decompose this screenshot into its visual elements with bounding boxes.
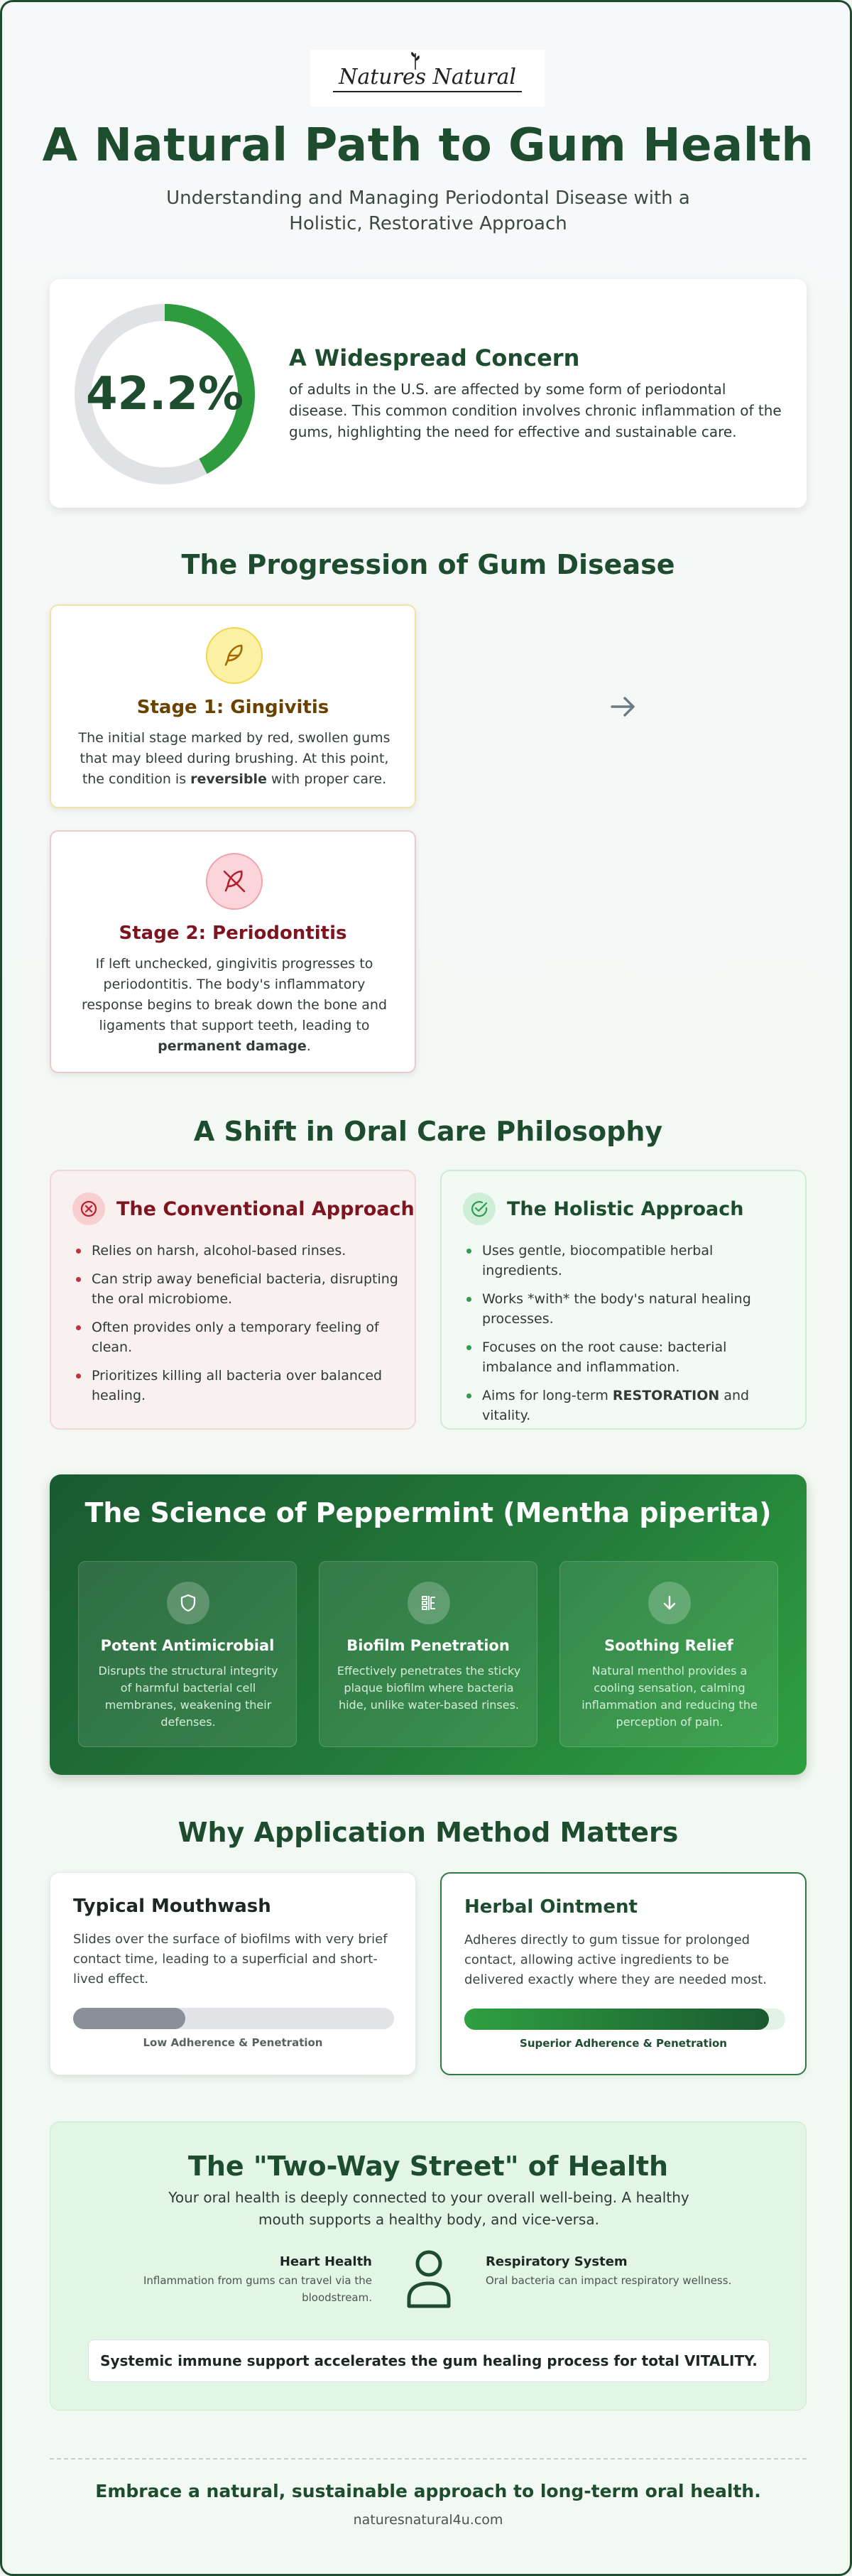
list-item: Prioritizes killing all bacteria over balanced healing.	[74, 1366, 400, 1406]
list-item: Works *with* the body's natural healing processes.	[464, 1289, 791, 1329]
mouthwash-text: Slides over the surface of biofilms with very brief contact time, leading to a superficial and short-lived effect.	[73, 1932, 388, 1987]
peppermint-section	[50, 1474, 807, 1775]
mouthwash-card	[50, 1872, 416, 2075]
biofilm-text: Effectively penetrates the sticky plaque biofilm where bacteria hide, unlike water-based rinses.	[337, 1664, 521, 1712]
stage-2-text: If left unchecked, gingivitis progresses to periodontitis. The body's inflammatory response begins to break down the bone and ligaments that support teeth, leading to permanent damage.	[81, 956, 388, 1054]
two-way-text: Your oral health is deeply connected to your overall well-being. A healthy mouth supports a healthy body, and vice-versa.	[168, 2189, 689, 2228]
ointment-card	[440, 1872, 807, 2075]
heart-health-block	[121, 2254, 372, 2306]
relief-title: Soothing Relief	[604, 1637, 733, 1654]
mouthwash-bar-label: Low Adherence & Penetration	[143, 2036, 323, 2049]
check-circle-icon	[463, 1192, 496, 1225]
respiratory-title: Respiratory System	[486, 2254, 628, 2269]
layers-icon	[408, 1582, 450, 1624]
list-item: Can strip away beneficial bacteria, disrupting the oral microbiome.	[74, 1269, 400, 1309]
mouthwash-title: Typical Mouthwash	[73, 1896, 271, 1917]
ointment-adherence-bar	[464, 2009, 785, 2030]
conventional-title: The Conventional Approach	[116, 1197, 415, 1220]
restoration-emphasis: RESTORATION	[612, 1388, 720, 1403]
holistic-list	[464, 1241, 791, 1434]
list-item: Focuses on the root cause: bacterial imbalance and inflammation.	[464, 1337, 791, 1377]
conventional-list	[74, 1241, 400, 1414]
peppermint-title: The Science of Peppermint (Mentha piperita)	[84, 1497, 772, 1528]
mouthwash-adherence-fill	[73, 2008, 185, 2029]
relief-text: Natural menthol provides a cooling sensation, calming inflammation and reducing the perception of pain.	[581, 1664, 758, 1729]
ointment-text: Adheres directly to gum tissue for prolonged contact, allowing active ingredients to be delivered exactly where they are needed most.	[464, 1933, 767, 1987]
stage-gingivitis-card	[50, 604, 416, 808]
stage-1-text: The initial stage marked by red, swollen gums that may bleed during brushing. At this point, the condition is reversible with proper care.	[78, 730, 390, 787]
feather-icon	[206, 627, 263, 684]
footer-message: Embrace a natural, sustainable approach to long-term oral health.	[95, 2481, 761, 2501]
list-item: Often provides only a temporary feeling of clean.	[74, 1317, 400, 1357]
logo-wordmark: Natures Natural	[333, 65, 522, 92]
ointment-adherence-fill	[464, 2009, 769, 2030]
feather-slash-icon	[206, 853, 263, 910]
x-circle-icon	[72, 1192, 105, 1225]
shield-icon	[167, 1582, 209, 1624]
two-way-section	[50, 2121, 807, 2411]
holistic-title: The Holistic Approach	[507, 1197, 744, 1220]
two-way-title: The "Two-Way Street" of Health	[187, 2151, 669, 2182]
footer-url[interactable]: naturesnatural4u.com	[353, 2512, 503, 2528]
list-item: Aims for long-term RESTORATION and vitality.	[464, 1386, 791, 1425]
mouthwash-adherence-bar	[73, 2008, 394, 2029]
stage-2-emphasis: permanent damage	[158, 1038, 307, 1054]
list-item: Relies on harsh, alcohol-based rinses.	[74, 1241, 400, 1261]
stage-1-title: Stage 1: Gingivitis	[136, 697, 329, 718]
antimicrobial-text: Disrupts the structural integrity of harmful bacterial cell membranes, weakening their defenses.	[98, 1664, 278, 1729]
holistic-approach-card	[440, 1170, 807, 1430]
stage-1-emphasis: reversible	[190, 771, 267, 787]
logo	[310, 50, 545, 107]
relief-card	[559, 1561, 778, 1747]
footer-divider	[50, 2458, 807, 2460]
biofilm-card	[319, 1561, 537, 1747]
biofilm-title: Biofilm Penetration	[346, 1637, 510, 1654]
stat-title: A Widespread Concern	[289, 344, 580, 371]
page-title: A Natural Path to Gum Health	[42, 119, 814, 172]
list-item: Uses gentle, biocompatible herbal ingredients.	[464, 1241, 791, 1281]
progression-title: The Progression of Gum Disease	[181, 549, 675, 580]
philosophy-title: A Shift in Oral Care Philosophy	[193, 1116, 663, 1147]
arrow-down-icon	[648, 1582, 691, 1624]
respiratory-block	[486, 2254, 736, 2289]
respiratory-text: Oral bacteria can impact respiratory wellness.	[486, 2274, 732, 2287]
leaf-icon	[408, 52, 422, 70]
immune-note: Systemic immune support accelerates the gum healing process for total VITALITY.	[88, 2339, 770, 2382]
application-title: Why Application Method Matters	[178, 1817, 679, 1848]
arrow-right-icon	[609, 695, 638, 719]
heart-health-text: Inflammation from gums can travel via the bloodstream.	[143, 2274, 372, 2304]
stat-description: of adults in the U.S. are affected by some form of periodontal disease. This common condition involves chronic inflammation of the gums, highlighting the need for effective and sustainable care.	[289, 381, 782, 440]
stat-card	[50, 279, 807, 508]
page-subtitle: Understanding and Managing Periodontal Disease with a Holistic, Restorative Approach	[166, 188, 690, 234]
ointment-title: Herbal Ointment	[464, 1896, 638, 1918]
conventional-approach-card	[50, 1170, 416, 1430]
heart-health-title: Heart Health	[279, 2254, 372, 2269]
ointment-bar-label: Superior Adherence & Penetration	[520, 2037, 727, 2050]
person-icon	[403, 2248, 454, 2310]
stage-periodontitis-card	[50, 830, 416, 1073]
antimicrobial-title: Potent Antimicrobial	[100, 1637, 275, 1654]
stage-2-title: Stage 2: Periodontitis	[119, 923, 347, 944]
stat-value: 42.2%	[85, 368, 244, 420]
antimicrobial-card	[78, 1561, 297, 1747]
